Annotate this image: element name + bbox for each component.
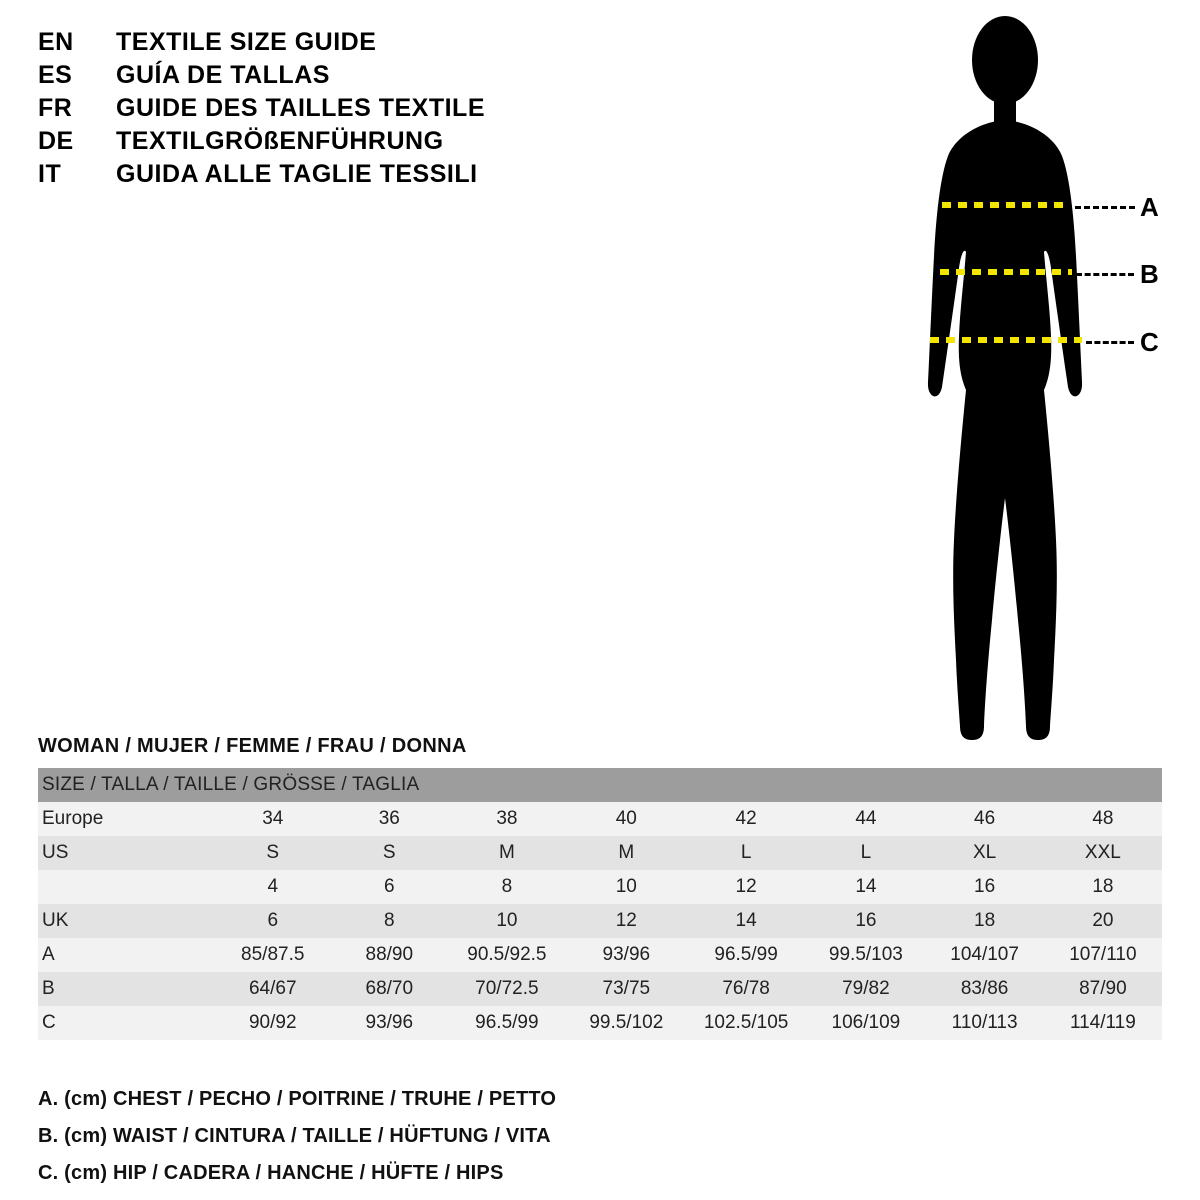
title-row (38, 61, 638, 90)
measure-label-b: B (1140, 259, 1159, 289)
table-cell: M (567, 836, 686, 870)
size-table-section (38, 735, 1162, 1040)
table-cell: 18 (1044, 870, 1162, 904)
table-cell: 12 (567, 904, 686, 938)
legend-line-b: B. (cm) WAIST / CINTURA / TAILLE / HÜFTUNG / VITA (38, 1125, 551, 1147)
table-cell: 106/109 (806, 1006, 925, 1040)
table-cell: 96.5/99 (447, 1006, 567, 1040)
table-cell: 114/119 (1044, 1006, 1162, 1040)
table-cell: 6 (332, 870, 447, 904)
table-caption: WOMAN / MUJER / FEMME / FRAU / DONNA (38, 735, 467, 757)
table-cell: 93/96 (332, 1006, 447, 1040)
table-cell: 99.5/102 (567, 1006, 686, 1040)
table-row (38, 1006, 1162, 1040)
language-code: ES (38, 61, 73, 89)
legend-block (38, 1088, 938, 1199)
title-block (38, 28, 638, 193)
table-cell: 38 (447, 802, 567, 836)
table-cell: 10 (447, 904, 567, 938)
table-cell: L (686, 836, 807, 870)
table-cell: 6 (214, 904, 332, 938)
table-cell: 73/75 (567, 972, 686, 1006)
table-cell: 48 (1044, 802, 1162, 836)
table-row (38, 870, 1162, 904)
row-label: C (38, 1006, 214, 1040)
table-cell: 42 (686, 802, 807, 836)
language-code: IT (38, 160, 62, 188)
table-cell: 44 (806, 802, 925, 836)
table-cell: 16 (925, 870, 1043, 904)
language-code: DE (38, 127, 74, 155)
title-row (38, 94, 638, 123)
table-cell: 79/82 (806, 972, 925, 1006)
title-row (38, 127, 638, 156)
measurement-lines (860, 10, 1190, 750)
legend-line-a: A. (cm) CHEST / PECHO / POITRINE / TRUHE / PETTO (38, 1088, 557, 1110)
row-label: A (38, 938, 214, 972)
table-row (38, 904, 1162, 938)
table-cell: 8 (332, 904, 447, 938)
table-cell: 40 (567, 802, 686, 836)
table-cell: 85/87.5 (214, 938, 332, 972)
table-row (38, 938, 1162, 972)
table-row (38, 972, 1162, 1006)
leader-line-c (1086, 341, 1134, 344)
legend-line-c: C. (cm) HIP / CADERA / HANCHE / HÜFTE / HIPS (38, 1162, 504, 1184)
table-cell: 102.5/105 (686, 1006, 807, 1040)
title-row (38, 28, 638, 57)
size-table (38, 768, 1162, 1040)
table-cell: 4 (214, 870, 332, 904)
table-cell: 110/113 (925, 1006, 1043, 1040)
table-cell: 8 (447, 870, 567, 904)
table-cell: S (214, 836, 332, 870)
table-row (38, 802, 1162, 836)
table-cell: 76/78 (686, 972, 807, 1006)
table-cell: 36 (332, 802, 447, 836)
table-header-label: SIZE / TALLA / TAILLE / GRÖSSE / TAGLIA (38, 768, 1162, 802)
table-cell: 93/96 (567, 938, 686, 972)
table-cell: 83/86 (925, 972, 1043, 1006)
language-code: EN (38, 28, 74, 56)
row-label: US (38, 836, 214, 870)
table-cell: XXL (1044, 836, 1162, 870)
table-cell: 96.5/99 (686, 938, 807, 972)
table-cell: 12 (686, 870, 807, 904)
table-cell: 107/110 (1044, 938, 1162, 972)
table-cell: M (447, 836, 567, 870)
table-cell: 88/90 (332, 938, 447, 972)
table-cell: S (332, 836, 447, 870)
table-cell: 18 (925, 904, 1043, 938)
measure-label-a: A (1140, 192, 1159, 222)
title-text: GUIDA ALLE TAGLIE TESSILI (116, 160, 478, 188)
language-code: FR (38, 94, 73, 122)
table-cell: 14 (806, 870, 925, 904)
leader-line-a (1075, 206, 1135, 209)
table-cell: L (806, 836, 925, 870)
table-cell: 104/107 (925, 938, 1043, 972)
row-label: Europe (38, 802, 214, 836)
table-cell: 68/70 (332, 972, 447, 1006)
table-row (38, 836, 1162, 870)
table-cell: 87/90 (1044, 972, 1162, 1006)
table-cell: 99.5/103 (806, 938, 925, 972)
table-cell: 10 (567, 870, 686, 904)
title-text: GUÍA DE TALLAS (116, 61, 330, 89)
row-label (38, 870, 214, 904)
table-cell: 46 (925, 802, 1043, 836)
table-cell: 64/67 (214, 972, 332, 1006)
table-cell: 90.5/92.5 (447, 938, 567, 972)
body-measurement-figure (860, 10, 1190, 750)
row-label: UK (38, 904, 214, 938)
title-row (38, 160, 638, 189)
table-cell: 20 (1044, 904, 1162, 938)
measure-label-c: C (1140, 327, 1159, 357)
row-label: B (38, 972, 214, 1006)
title-text: TEXTILE SIZE GUIDE (116, 28, 377, 56)
leader-line-b (1076, 273, 1134, 276)
table-header-row (38, 768, 1162, 802)
title-text: GUIDE DES TAILLES TEXTILE (116, 94, 486, 122)
table-cell: 16 (806, 904, 925, 938)
title-text: TEXTILGRÖßENFÜHRUNG (116, 127, 444, 155)
table-cell: 34 (214, 802, 332, 836)
table-cell: 70/72.5 (447, 972, 567, 1006)
table-cell: 90/92 (214, 1006, 332, 1040)
table-cell: XL (925, 836, 1043, 870)
table-cell: 14 (686, 904, 807, 938)
